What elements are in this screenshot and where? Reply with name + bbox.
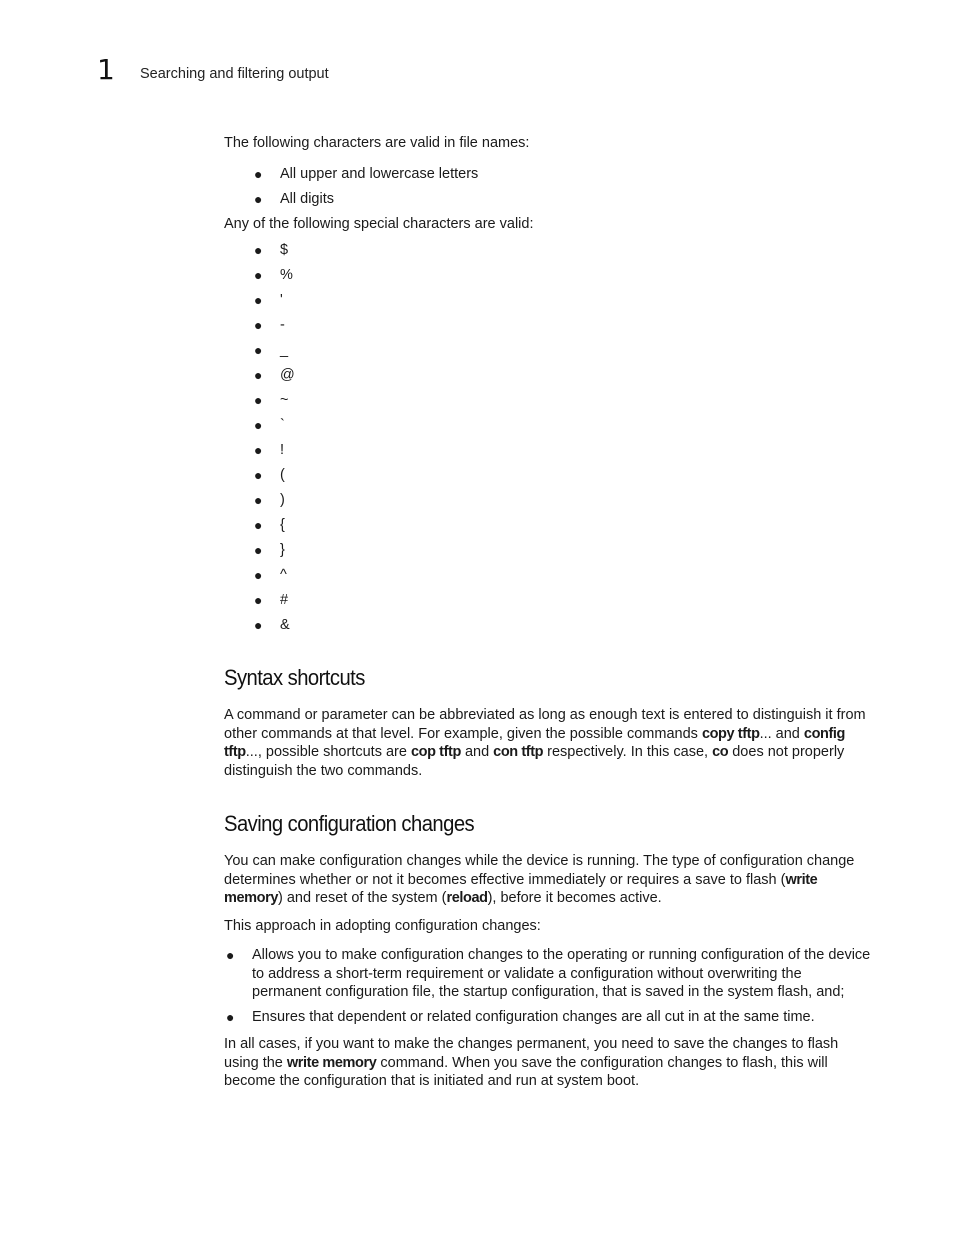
bullet-icon: ● [254, 267, 263, 283]
list-item: ● # [224, 588, 874, 613]
saving-config-paragraph-3: In all cases, if you want to make the changes permanent, you need to save the changes to flash using the write memory command. When you save the configuration changes to flash, this will become the configuration that is initiated and run at system boot. [224, 1036, 839, 1089]
syntax-shortcuts-heading: Syntax shortcuts [224, 665, 365, 690]
bullet-icon: ● [254, 542, 263, 558]
page-content [224, 134, 874, 1091]
bullet-icon: ● [254, 292, 263, 308]
bullet-icon: ● [254, 567, 263, 583]
list-item: ● ) [224, 488, 874, 513]
list-item: ● $ [224, 238, 874, 263]
bullet-icon: ● [254, 592, 263, 608]
list-item: ● ~ [224, 388, 874, 413]
bullet-icon: ● [254, 367, 263, 383]
list-item: ● @ [224, 363, 874, 388]
list-item: ● All digits [224, 187, 874, 212]
list-item: ● - [224, 313, 874, 338]
list-item: ● { [224, 513, 874, 538]
list-item: ● Ensures that dependent or related configuration changes are all cut in at the same time. [226, 1008, 815, 1025]
saving-config-paragraph-1: You can make configuration changes while the device is running. The type of configuration change determines whether or not it becomes effective immediately or requires a save to flash (write memory) and reset of the system (reload), before it becomes active. [224, 853, 855, 906]
bullet-icon: ● [254, 442, 263, 458]
special-chars-intro: Any of the following special characters are valid: [224, 215, 534, 232]
list-item: ● All upper and lowercase letters [224, 162, 874, 187]
command-write-memory: write memory [286, 1054, 377, 1071]
saving-config-paragraph-2: This approach in adopting configuration changes: [224, 917, 541, 934]
list-item: ● % [224, 263, 874, 288]
command-config-tftp: config tftp [224, 725, 845, 760]
command-write-memory: write memory [224, 871, 818, 906]
bullet-icon: ● [254, 317, 263, 333]
bullet-icon: ● [254, 190, 263, 207]
valid-chars-intro: The following characters are valid in file names: [224, 135, 530, 151]
list-item: ● _ [224, 338, 874, 363]
bullet-icon: ● [254, 342, 263, 358]
bullet-icon: ● [226, 1008, 235, 1025]
running-header-title: Searching and filtering output [140, 66, 329, 82]
special-chars-list [224, 238, 874, 638]
list-item: ● } [224, 538, 874, 563]
command-copy-tftp: copy tftp [701, 725, 760, 742]
list-item: ● Allows you to make configuration changes to the operating or running configuration of the device to address a short-term requirement or validate a configuration without overwriting the permanent configuration file, the startup configuration, that is saved in the system flash, and; [226, 947, 871, 1000]
saving-config-heading: Saving configuration changes [224, 811, 475, 836]
bullet-icon: ● [254, 417, 263, 433]
bullet-icon: ● [254, 492, 263, 508]
list-item: ● & [224, 613, 874, 638]
bullet-icon: ● [254, 517, 263, 533]
command-co: co [712, 744, 729, 760]
approach-bullet-list [224, 946, 874, 1026]
list-item: ● ' [224, 288, 874, 313]
list-item: ● ! [224, 438, 874, 463]
bullet-icon: ● [254, 392, 263, 408]
bullet-icon: ● [226, 947, 235, 963]
bullet-icon: ● [254, 165, 263, 182]
bullet-icon: ● [254, 467, 263, 483]
list-item: ● ` [224, 413, 874, 438]
command-reload: reload [446, 890, 488, 906]
chapter-number: 1 [97, 53, 115, 86]
list-item: ● ( [224, 463, 874, 488]
valid-chars-list [224, 162, 874, 212]
bullet-icon: ● [254, 242, 263, 258]
bullet-icon: ● [254, 617, 263, 633]
command-cop-tftp: cop tftp [410, 744, 461, 760]
syntax-shortcuts-paragraph: A command or parameter can be abbreviated as long as enough text is entered to distinguish it from other commands at that level. For example, given the possible commands copy tftp... and config tftp..., possible shortcuts are cop tftp and con tftp respectively. In this case, co does not properly distinguish the two commands. [224, 707, 866, 779]
list-item: ● ^ [224, 563, 874, 588]
command-con-tftp: con tftp [493, 744, 544, 760]
